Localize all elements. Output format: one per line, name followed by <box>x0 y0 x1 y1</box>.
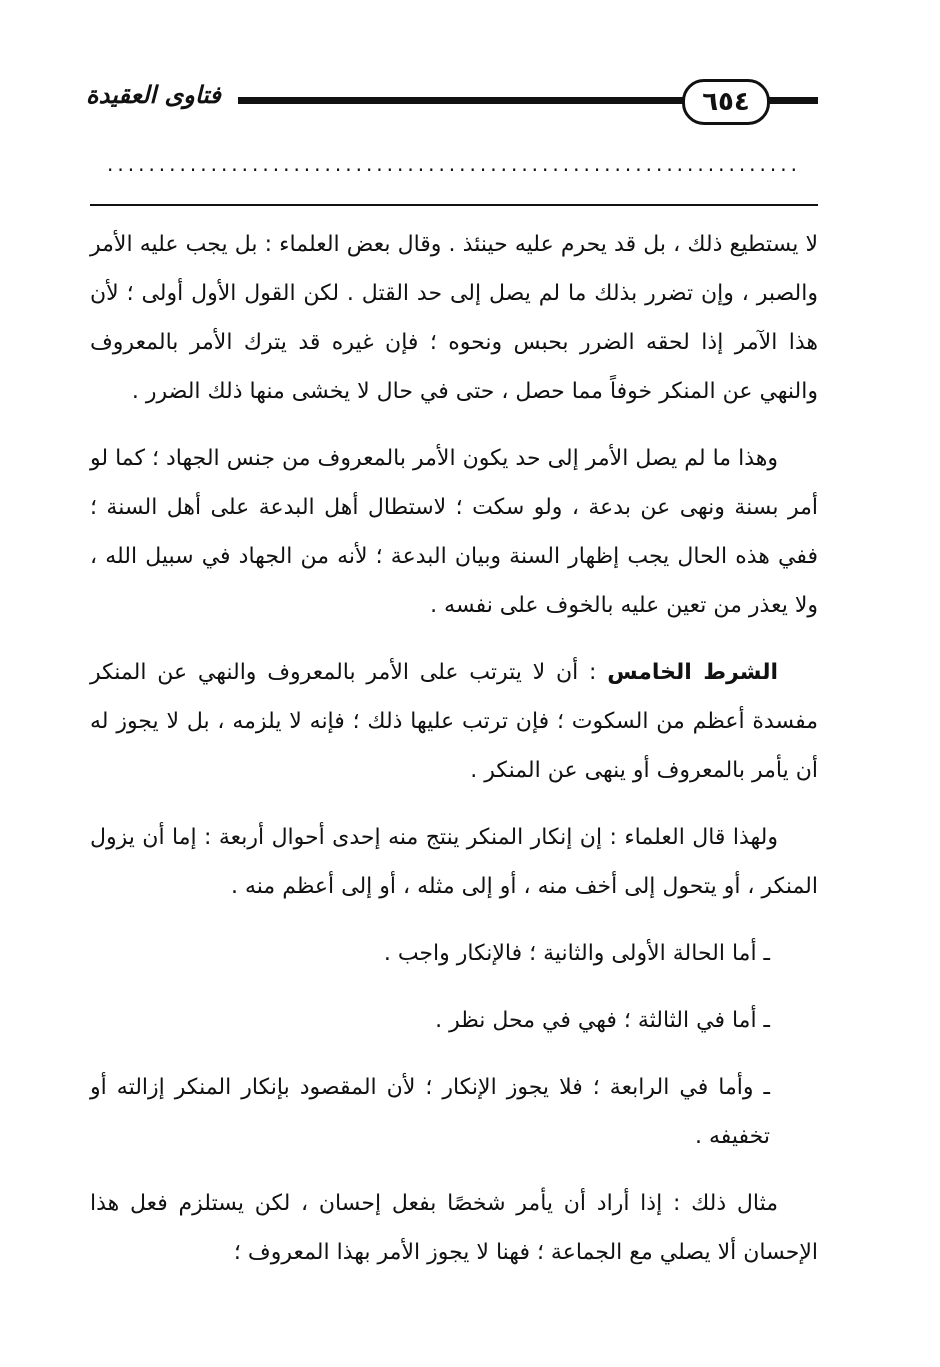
list-item: ـ وأما في الرابعة ؛ فلا يجوز الإنكار ؛ لأن المقصود بإنكار المنكر إزالته أو تخفيفه . <box>90 1075 770 1149</box>
page-number: ٦٥٤ <box>682 79 770 125</box>
book-title: فتاوى العقيدة <box>86 80 221 109</box>
dotted-separator: ................................................................... <box>107 153 801 175</box>
paragraph <box>90 648 818 795</box>
page-body <box>90 220 818 1295</box>
paragraph: وهذا ما لم يصل الأمر إلى حد يكون الأمر بالمعروف من جنس الجهاد ؛ كما لو أمر بسنة ونهى عن بدعة ، ولو سكت ؛ لاستطال أهل البدعة على أهل السنة ؛ ففي هذه الحال يجب إظهار السنة وبيان البدعة ؛ لأنه من الجهاد في سبيل الله ، ولا يعذر من تعين عليه بالخوف على نفسه . <box>90 446 818 618</box>
footnote-separator-line <box>90 204 818 206</box>
paragraph: لا يستطيع ذلك ، بل قد يحرم عليه حينئذ . وقال بعض العلماء : بل يجب عليه الأمر والصبر ، وإن تضرر بذلك ما لم يصل إلى حد القتل . لكن القول الأول أولى ؛ لأن هذا الآمر إذا لحقه الضرر بحبس ونحوه ؛ فإن غيره قد يترك الأمر بالمعروف والنهي عن المنكر خوفاً مما حصل ، حتى في حال لا يخشى منها ذلك الضرر . <box>90 232 818 404</box>
page-header <box>86 70 818 130</box>
condition-heading: الشرط الخامس <box>607 660 778 685</box>
list-item: ـ أما الحالة الأولى والثانية ؛ فالإنكار واجب . <box>383 941 770 966</box>
paragraph: مثال ذلك : إذا أراد أن يأمر شخصًا بفعل إحسان ، لكن يستلزم فعل هذا الإحسان ألا يصلي مع الجماعة ؛ فهنا لا يجوز الأمر بهذا المعروف ؛ <box>90 1191 818 1265</box>
list-item: ـ أما في الثالثة ؛ فهي في محل نظر . <box>435 1008 770 1033</box>
paragraph: ولهذا قال العلماء : إن إنكار المنكر ينتج منه إحدى أحوال أربعة : إما أن يزول المنكر ، أو يتحول إلى أخف منه ، أو إلى مثله ، أو إلى أعظم منه . <box>90 825 818 899</box>
condition-text: : أن لا يترتب على الأمر بالمعروف والنهي عن المنكر مفسدة أعظم من السكوت ؛ فإن ترتب عليها ذلك ؛ فإنه لا يلزمه ، بل لا يجوز له أن يأمر بالمعروف أو ينهى عن المنكر . <box>90 660 818 783</box>
